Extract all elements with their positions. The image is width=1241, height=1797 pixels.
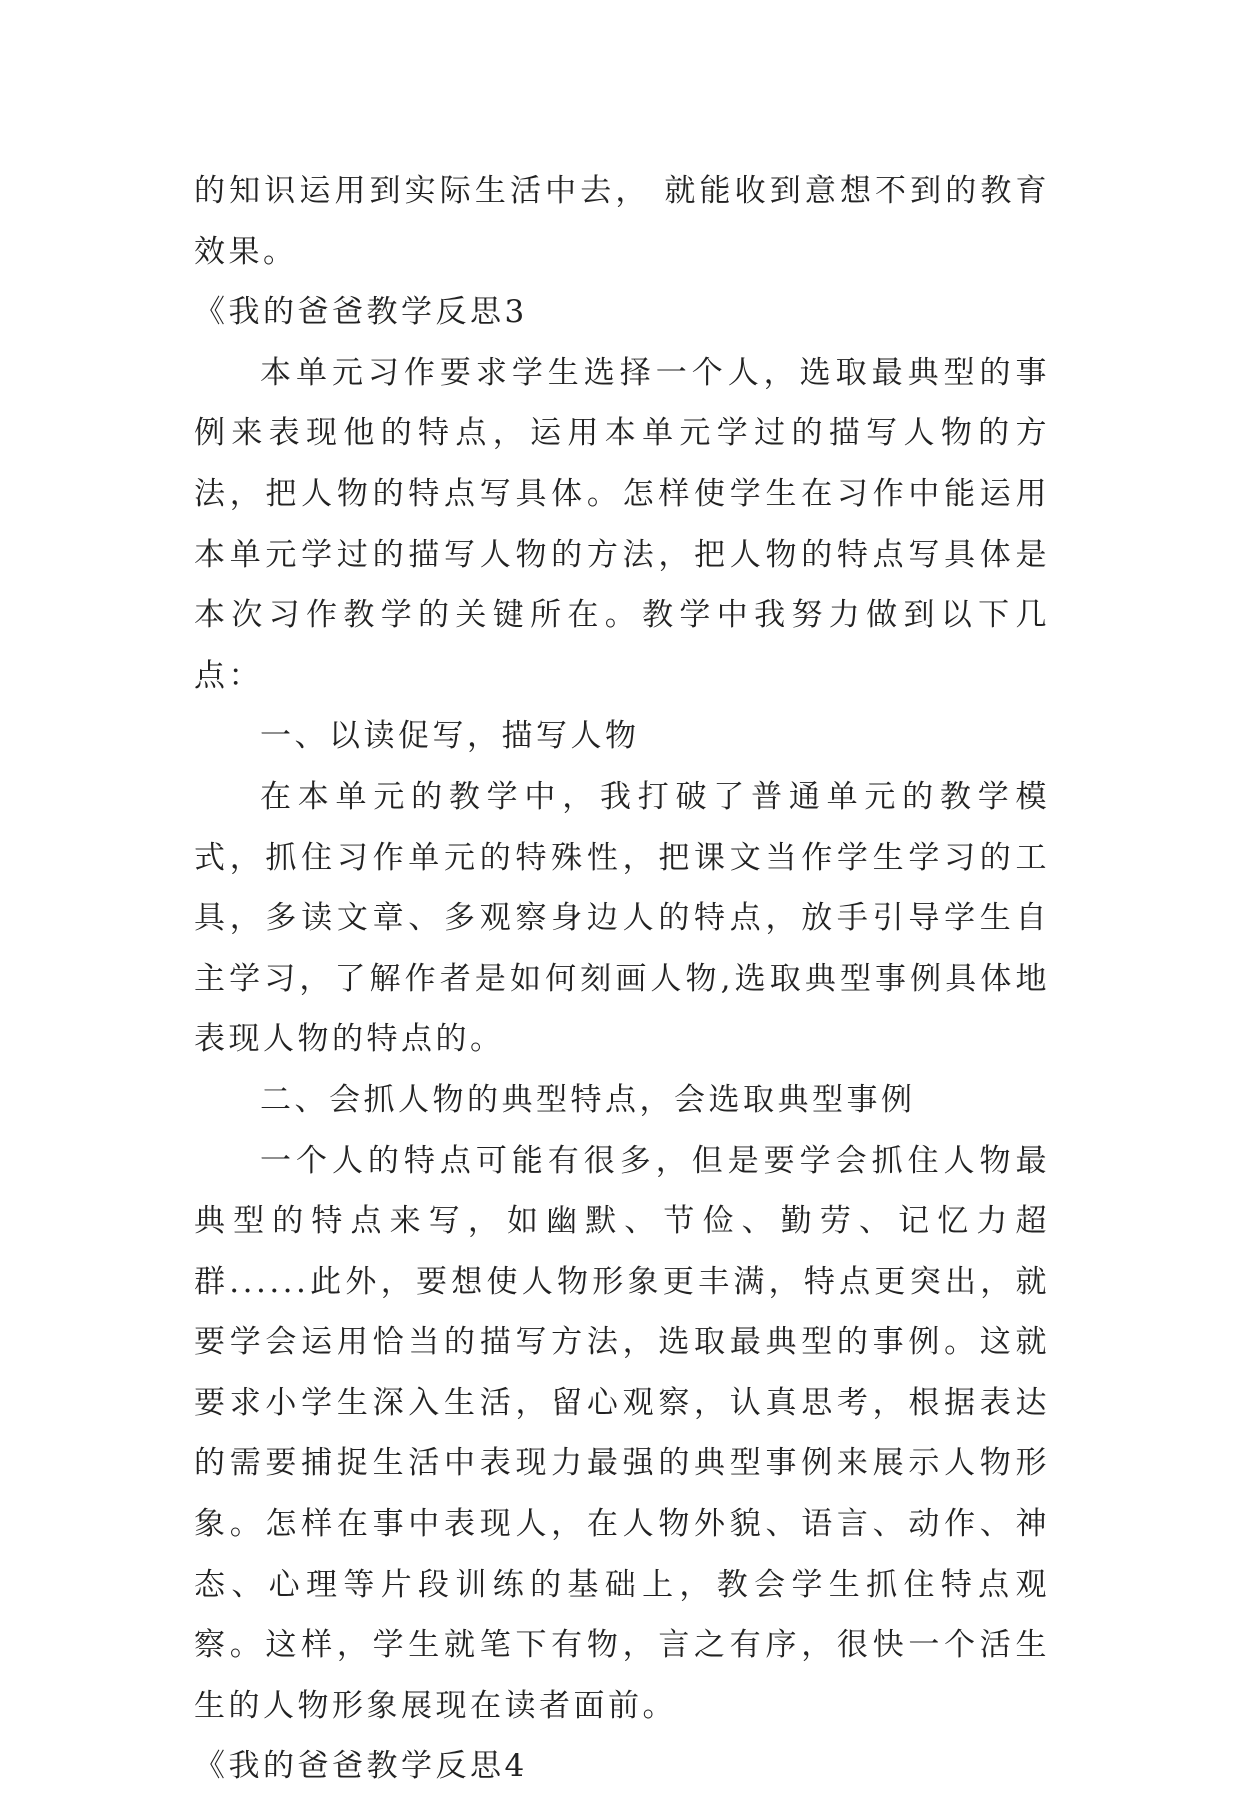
section-4-heading: 《我的爸爸教学反思4: [194, 1748, 528, 1785]
document-body: [194, 161, 1050, 1797]
point-2-paragraph: 一个人的特点可能有很多，但是要学会抓住人物最典型的特点来写，如幽默、节俭、勤劳、记忆力超群......此外，要想使人物形象更丰满，特点更突出，就要学会运用恰当的描写方法，选取最典型的事例。这就要求小学生深入生活，留心观察，认真思考，根据表达的需要捕捉生活中表现力最强的典型事例来展示人物形象。怎样在事中表现人，在人物外貌、语言、动作、神态、心理等片段训练的基础上，教会学生抓住特点观察。这样，学生就笔下有物，言之有序，很快一个活生生的人物形象展现在读者面前。: [194, 1142, 1050, 1724]
continuation-paragraph: 的知识运用到实际生活中去， 就能收到意想不到的教育效果。: [194, 173, 1050, 270]
point-1-title: 一、以读促写，描写人物: [260, 718, 640, 755]
point-1-paragraph: 在本单元的教学中，我打破了普通单元的教学模式，抓住习作单元的特殊性，把课文当作学生学习的工具，多读文章、多观察身边人的特点，放手引导学生自主学习，了解作者是如何刻画人物,选取典型事例具体地表现人物的特点的。: [194, 778, 1050, 1058]
section-3-heading: 《我的爸爸教学反思3: [194, 294, 528, 331]
point-2-title: 二、会抓人物的典型特点，会选取典型事例: [260, 1081, 916, 1118]
section-3-intro-paragraph: 本单元习作要求学生选择一个人，选取最典型的事例来表现他的特点，运用本单元学过的描写人物的方法，把人物的特点写具体。怎样使学生在习作中能运用本单元学过的描写人物的方法，把人物的特点写具体是本次习作教学的关键所在。教学中我努力做到以下几点：: [194, 354, 1050, 694]
